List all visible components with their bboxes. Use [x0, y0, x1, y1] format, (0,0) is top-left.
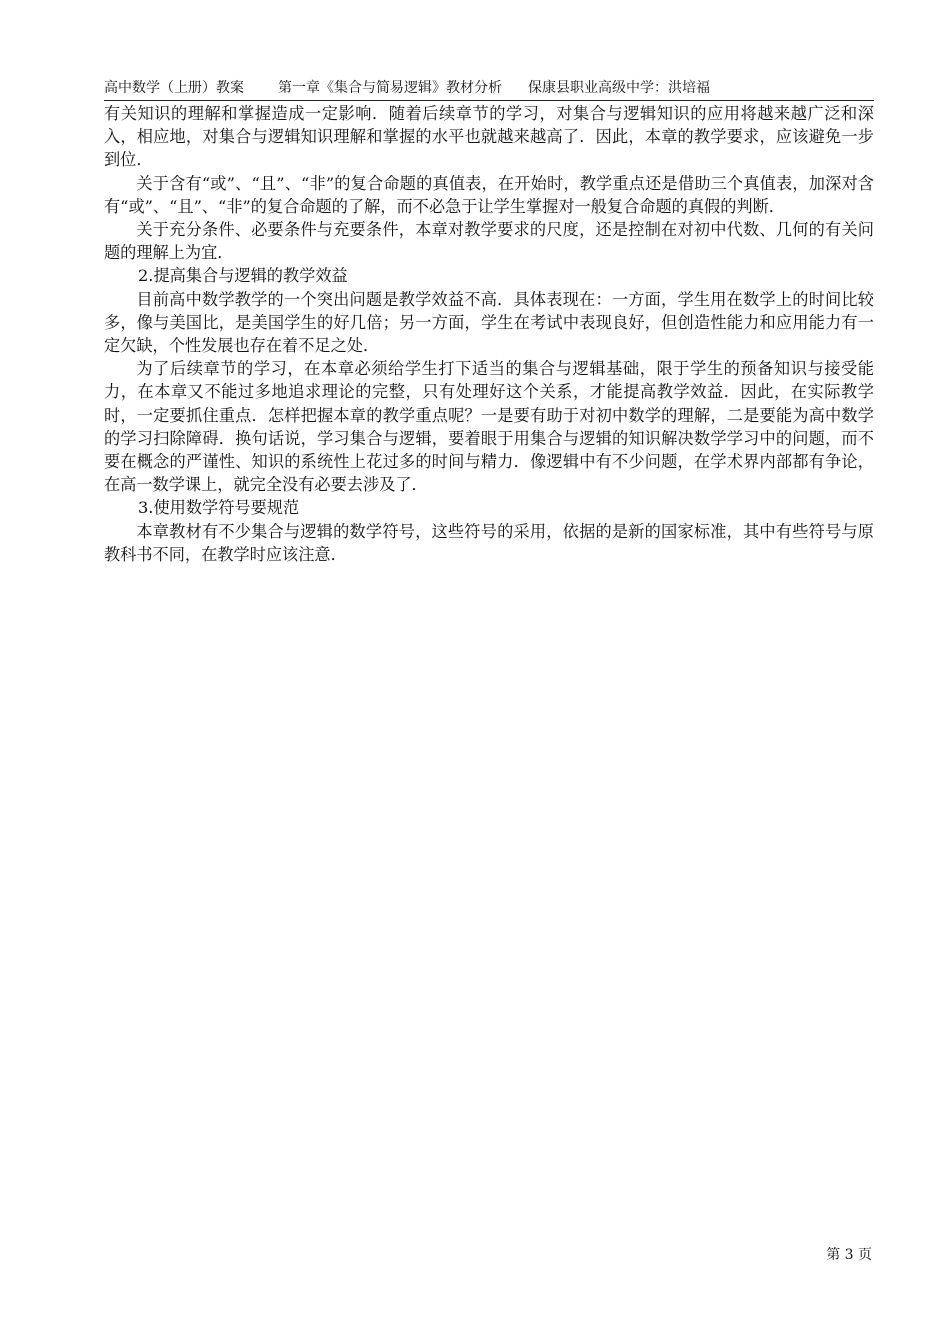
- paragraph-conditions: 关于充分条件、必要条件与充要条件，本章对教学要求的尺度，还是控制在对初中代数、几何的有关问题的理解上为宜．: [104, 220, 874, 263]
- paragraph-efficiency-problem: 目前高中数学教学的一个突出问题是教学效益不高．具体表现在：一方面，学生用在数学上的时间比较多，像与美国比，是美国学生的好几倍；另一方面，学生在考试中表现良好，但创造性能力和应用能力有一定欠缺，个性发展也存在着不足之处．: [104, 289, 874, 356]
- header-book-title: 高中数学（上册）教案: [104, 80, 244, 96]
- paragraph-continuation: 有关知识的理解和掌握造成一定影响．随着后续章节的学习，对集合与逻辑知识的应用将越来越广泛和深入，相应地，对集合与逻辑知识理解和掌握的水平也就越来越高了．因此，本章的教学要求，应该避免一步到位．: [104, 104, 874, 170]
- section-heading-3: 3.使用数学符号要规范: [138, 498, 300, 518]
- paragraph-truth-table: 关于含有“或”、“且”、“非”的复合命题的真值表，在开始时，教学重点还是借助三个真值表，加深对含有“或”、“且”、“非”的复合命题的了解，而不必急于让学生掌握对一般复合命题的真假的判断．: [104, 173, 874, 216]
- document-body: [104, 102, 874, 566]
- section-heading-2: 2.提高集合与逻辑的教学效益: [138, 266, 348, 286]
- page-header: [104, 78, 874, 101]
- header-author: 保康县职业高级中学：洪培福: [528, 80, 710, 96]
- paragraph-teaching-focus: 为了后续章节的学习，在本章必须给学生打下适当的集合与逻辑基础，限于学生的预备知识与接受能力，在本章又不能过多地追求理论的完整，只有处理好这个关系，才能提高教学效益．因此，在实际教学时，一定要抓住重点．怎样把握本章的教学重点呢？一是要有助于对初中数学的理解，二是要能为高中数学的学习扫除障碍．换句话说，学习集合与逻辑，要着眼于用集合与逻辑的知识解决数学学习中的问题，而不要在概念的严谨性、知识的系统性上花过多的时间与精力．像逻辑中有不少问题，在学术界内部都有争论，在高一数学课上，就完全没有必要去涉及了．: [104, 359, 874, 495]
- page-number: 第 3 页: [826, 1247, 872, 1263]
- header-chapter-title: 第一章《集合与简易逻辑》教材分析: [278, 80, 502, 96]
- paragraph-symbols: 本章教材有不少集合与逻辑的数学符号，这些符号的采用，依据的是新的国家标准，其中有些符号与原教科书不同，在教学时应该注意．: [104, 521, 874, 564]
